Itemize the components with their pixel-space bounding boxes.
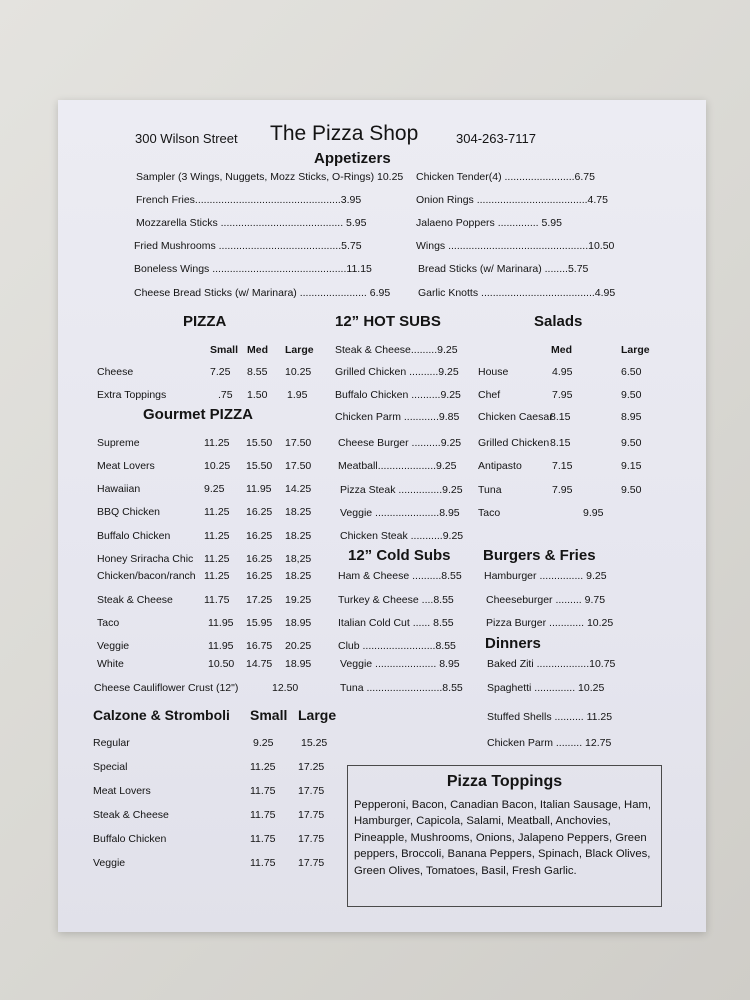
calzone-heading: Calzone & Stromboli <box>93 707 230 723</box>
price: 11.75 <box>250 833 276 845</box>
burgers-heading: Burgers & Fries <box>483 547 596 564</box>
hot-sub-item: Cheese Burger ..........9.25 <box>338 437 462 449</box>
price: 7.15 <box>552 460 573 472</box>
gourmet-item-name: Chicken/bacon/ranch <box>97 570 196 582</box>
dinner-item: Chicken Parm ......... 12.75 <box>487 737 612 749</box>
price: 14.75 <box>246 658 273 670</box>
pizza-heading: PIZZA <box>183 313 227 330</box>
price: 10.25 <box>204 460 231 472</box>
hot-subs-heading: 12” HOT SUBS <box>335 313 441 330</box>
appetizer-item: Wings ................................................10.50 <box>416 240 615 252</box>
price: 7.95 <box>552 484 573 496</box>
price: 11.25 <box>204 570 230 582</box>
price: 17.75 <box>298 809 325 821</box>
price: 18.25 <box>285 506 312 518</box>
cold-sub-item: Ham & Cheese ..........8.55 <box>338 570 462 582</box>
calzone-item-name: Meat Lovers <box>93 785 151 797</box>
salad-item-name: Antipasto <box>478 460 522 472</box>
price: 16.25 <box>246 506 273 518</box>
price: 15.50 <box>246 437 273 449</box>
burger-item: Pizza Burger ............ 10.25 <box>486 617 614 629</box>
cold-sub-item: Tuna ..........................8.55 <box>340 682 463 694</box>
dinner-item: Stuffed Shells .......... 11.25 <box>487 711 613 723</box>
price: 11.75 <box>204 594 230 606</box>
salad-item-name: Chef <box>478 389 501 401</box>
price: 8.95 <box>621 411 642 423</box>
price: 18.25 <box>285 530 312 542</box>
appetizer-item: Fried Mushrooms ..........................................5.75 <box>134 240 362 252</box>
burger-item: Hamburger ............... 9.25 <box>484 570 607 582</box>
appetizers-heading: Appetizers <box>314 150 391 167</box>
appetizer-item: Garlic Knotts .......................................4.95 <box>418 287 616 299</box>
price: 9.50 <box>621 484 642 496</box>
col-large: Large <box>298 707 337 723</box>
price: 11.75 <box>250 857 276 869</box>
salad-item-name: Chicken Caesar <box>478 411 553 423</box>
phone-number: 304-263-7117 <box>456 131 536 146</box>
gourmet-item-name: Meat Lovers <box>97 460 155 472</box>
price: 6.50 <box>621 366 642 378</box>
calzone-item-name: Veggie <box>93 857 126 869</box>
gourmet-item-name: Supreme <box>97 437 140 449</box>
price: 16.25 <box>246 553 273 565</box>
calzone-item-name: Regular <box>93 737 130 749</box>
col-large: Large <box>621 344 650 356</box>
toppings-heading: Pizza Toppings <box>446 773 563 790</box>
price: 7.25 <box>210 366 231 378</box>
price: 14.25 <box>285 483 312 495</box>
gourmet-item-name: Honey Sriracha Chic <box>97 553 194 565</box>
price: 17.75 <box>298 833 325 845</box>
price: 1.95 <box>287 389 308 401</box>
appetizer-item: Mozzarella Sticks .......................................... 5.95 <box>136 217 367 229</box>
price: 11.25 <box>204 437 230 449</box>
hot-sub-item: Buffalo Chicken ..........9.25 <box>335 389 461 401</box>
price: 8.15 <box>550 411 571 423</box>
pizza-item-name: Cheese <box>97 366 134 378</box>
price: 9.50 <box>621 389 642 401</box>
hot-sub-item: Grilled Chicken ..........9.25 <box>335 366 459 378</box>
hot-sub-item: Veggie ......................8.95 <box>340 507 460 519</box>
appetizer-item: Cheese Bread Sticks (w/ Marinara) ....................... 6.95 <box>134 287 391 299</box>
price: 16.25 <box>246 530 273 542</box>
calzone-item-name: Buffalo Chicken <box>93 833 167 845</box>
price: 15.95 <box>246 617 273 629</box>
pizza-item-name: Extra Toppings <box>97 389 167 401</box>
dinner-item: Spaghetti .............. 10.25 <box>487 682 605 694</box>
price: 9.25 <box>204 483 225 495</box>
gourmet-heading: Gourmet PIZZA <box>143 406 254 423</box>
appetizer-item: Onion Rings ......................................4.75 <box>416 194 608 206</box>
price: 9.95 <box>583 507 604 519</box>
salad-item-name: Taco <box>478 507 501 519</box>
cold-sub-item: Turkey & Cheese ....8.55 <box>338 594 454 606</box>
price: 11.25 <box>204 553 230 565</box>
hot-sub-item: Steak & Cheese.........9.25 <box>335 344 458 356</box>
gourmet-item-name: White <box>97 658 124 670</box>
appetizer-item: Jalaeno Poppers .............. 5.95 <box>416 217 562 229</box>
price: 9.25 <box>253 737 274 749</box>
gourmet-item-name: BBQ Chicken <box>97 506 161 518</box>
price: 8.55 <box>247 366 268 378</box>
price: 17.75 <box>298 857 325 869</box>
price: 4.95 <box>552 366 573 378</box>
appetizer-item: Chicken Tender(4) ........................6.75 <box>416 171 595 183</box>
hot-sub-item: Pizza Steak ...............9.25 <box>340 484 463 496</box>
price: 11.75 <box>250 809 276 821</box>
price: 16.25 <box>246 570 273 582</box>
price: 9.15 <box>621 460 642 472</box>
price: 15.25 <box>301 737 328 749</box>
price: 17.75 <box>298 785 325 797</box>
toppings-box <box>347 765 662 907</box>
price: 18.25 <box>285 570 312 582</box>
menu-sheet <box>58 100 706 932</box>
toppings-list: Pepperoni, Bacon, Canadian Bacon, Italian Sausage, Ham, Hamburger, Capicola, Salami, Meatball, Anchovies, Pineapple, Mushrooms, Onions, Jalapeno Peppers, Green peppers, Broccoli, Banana Peppers, Spinach, Black Olives, Green Olives, Tomatoes, Basil, Fresh Garlic. <box>354 799 652 877</box>
price: 10.25 <box>285 366 312 378</box>
price: 11.25 <box>204 506 230 518</box>
col-small: Small <box>250 707 288 723</box>
cauliflower-crust-item: Cheese Cauliflower Crust (12") <box>94 682 239 694</box>
appetizer-item: Bread Sticks (w/ Marinara) ........5.75 <box>418 263 589 275</box>
price: 16.75 <box>246 640 273 652</box>
price: 17.50 <box>285 437 312 449</box>
price: 11.75 <box>250 785 276 797</box>
appetizer-item: French Fries..................................................3.95 <box>136 194 362 206</box>
price: 11.25 <box>204 530 230 542</box>
appetizer-item: Boneless Wings ..............................................11.15 <box>134 263 372 275</box>
salads-heading: Salads <box>534 313 583 330</box>
salad-item-name: House <box>478 366 509 378</box>
cold-subs-heading: 12” Cold Subs <box>348 547 451 564</box>
salad-item-name: Tuna <box>478 484 502 496</box>
price: 17.25 <box>246 594 273 606</box>
cold-sub-item: Veggie ..................... 8.95 <box>340 658 460 670</box>
col-med: Med <box>551 344 572 356</box>
calzone-item-name: Special <box>93 761 128 773</box>
price: 11.25 <box>250 761 276 773</box>
price: 11.95 <box>208 640 234 652</box>
price: 11.95 <box>246 483 272 495</box>
appetizer-item: Sampler (3 Wings, Nuggets, Mozz Sticks, O-Rings) 10.25 <box>136 171 404 183</box>
price: 7.95 <box>552 389 573 401</box>
gourmet-item-name: Taco <box>97 617 120 629</box>
hot-sub-item: Meatball....................9.25 <box>338 460 457 472</box>
gourmet-item-name: Buffalo Chicken <box>97 530 171 542</box>
price: 18,25 <box>285 553 312 565</box>
dinners-heading: Dinners <box>485 635 541 652</box>
salad-item-name: Grilled Chicken <box>478 437 550 449</box>
page-title: The Pizza Shop <box>270 122 419 145</box>
gourmet-item-name: Steak & Cheese <box>97 594 173 606</box>
address: 300 Wilson Street <box>135 131 238 146</box>
col-large: Large <box>285 344 314 356</box>
price: .75 <box>218 389 233 401</box>
calzone-item-name: Steak & Cheese <box>93 809 169 821</box>
cold-sub-item: Italian Cold Cut ...... 8.55 <box>338 617 454 629</box>
price: 18.95 <box>285 617 312 629</box>
price: 15.50 <box>246 460 273 472</box>
price: 9.50 <box>621 437 642 449</box>
hot-sub-item: Chicken Steak ...........9.25 <box>340 530 464 542</box>
price: 8.15 <box>550 437 571 449</box>
price: 18.95 <box>285 658 312 670</box>
price: 11.95 <box>208 617 234 629</box>
col-med: Med <box>247 344 268 356</box>
price: 20.25 <box>285 640 312 652</box>
price: 12.50 <box>272 682 299 694</box>
gourmet-item-name: Veggie <box>97 640 130 652</box>
dinner-item: Baked Ziti ..................10.75 <box>487 658 616 670</box>
price: 17.50 <box>285 460 312 472</box>
cold-sub-item: Club .........................8.55 <box>338 640 456 652</box>
gourmet-item-name: Hawaiian <box>97 483 141 495</box>
price: 17.25 <box>298 761 325 773</box>
burger-item: Cheeseburger ......... 9.75 <box>486 594 606 606</box>
col-small: Small <box>210 344 239 356</box>
price: 19.25 <box>285 594 312 606</box>
hot-sub-item: Chicken Parm ............9.85 <box>335 411 460 423</box>
price: 10.50 <box>208 658 235 670</box>
price: 1.50 <box>247 389 268 401</box>
